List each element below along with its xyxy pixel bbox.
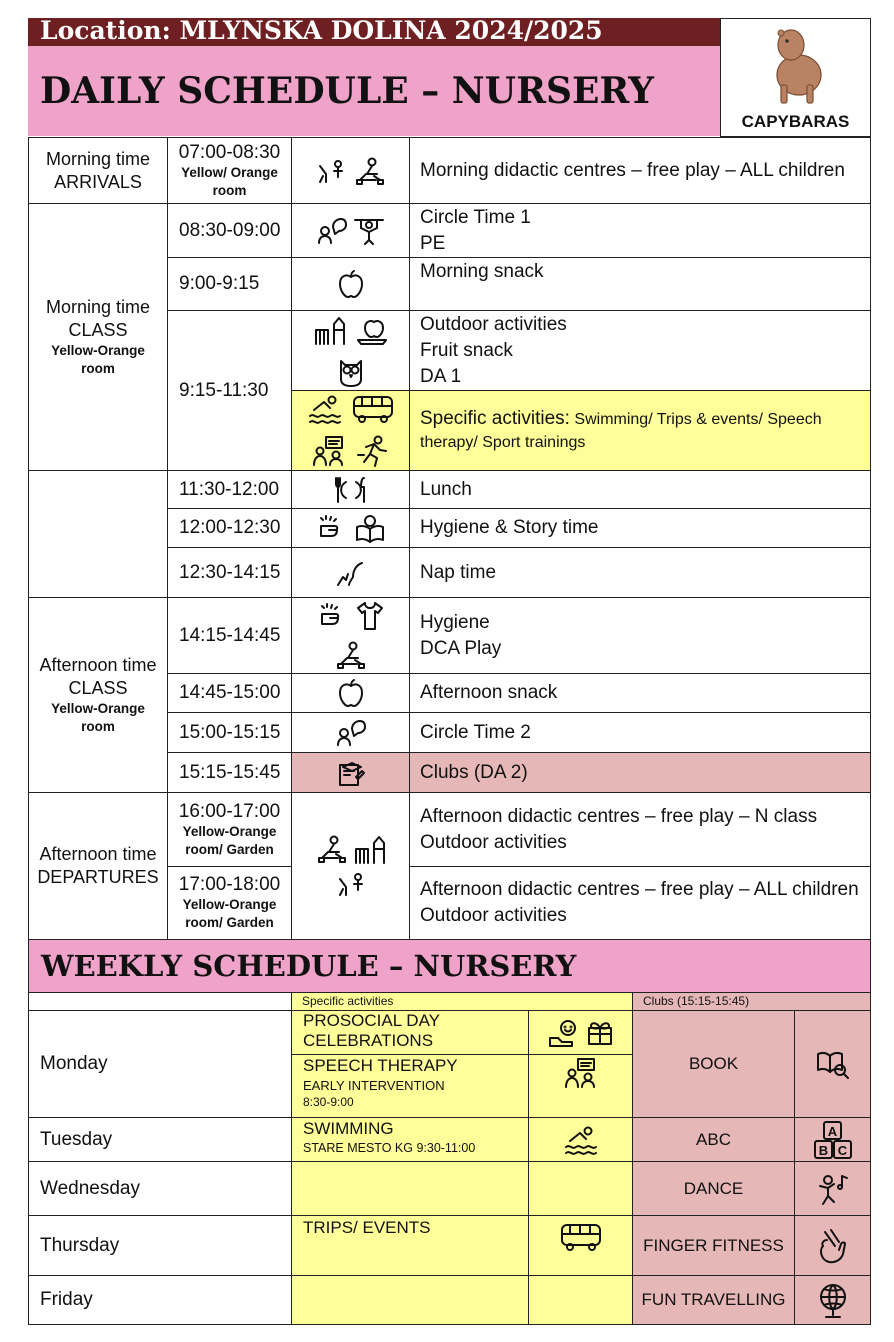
sport-running-icon [356,435,390,467]
gift-heart-icon [586,1018,614,1048]
wednesday-specific [291,1161,529,1216]
apple-icon-2 [337,678,365,708]
lunch-desc [409,470,871,509]
time-1700-value: 17:00-18:00 [178,874,281,895]
departures-label [28,792,168,940]
tuesday-swimming-icons [528,1117,633,1162]
morning-class-line2: CLASS [68,320,128,340]
time-0900 [167,257,292,311]
morning-snack-desc [409,257,871,311]
swimming-location: STARE MESTO KG 9:30-11:00 [303,1141,476,1155]
nap-desc [409,547,871,598]
time-1600-value: 16:00-17:00 [178,800,281,822]
playground-icon-2 [354,833,386,865]
time-1230-value: 12:30-14:15 [179,561,281,583]
time-0915 [167,310,292,471]
time-1600 [167,792,292,867]
dca-play-text: DCA Play [420,637,502,659]
time-1600-room1: Yellow-Orange [182,823,277,839]
lunch-text: Lunch [420,478,472,500]
departures-n-text1: Afternoon didactic centres – free play – N class [420,805,818,827]
friday-specific [291,1275,529,1325]
monday-prosocial-icons [528,1010,633,1055]
bus-icon-2 [560,1222,602,1252]
club-travel-icon-box [794,1275,871,1325]
time-0830-value: 08:30-09:00 [179,219,281,241]
time-1445 [167,673,292,713]
departures-all-desc [409,866,871,940]
day-monday: Monday [28,1010,292,1118]
club-abc-icon-box [794,1117,871,1162]
handwash-icon-2 [318,602,346,630]
morning-room-line1: Yellow-Orange [51,343,145,358]
afternoon-snack-icons [291,673,410,713]
sleep-icon [336,559,366,587]
monday-prosocial [291,1010,529,1055]
weekly-title: WEEKLY SCHEDULE – NURSERY [28,939,871,993]
fruit-snack-icon [356,314,388,346]
circle-pe-icons [291,203,410,258]
clothes-icon [356,601,384,631]
clubs-desc [409,752,871,793]
time-1200-value: 12:00-12:30 [179,517,281,538]
arrivals-time-value: 07:00-08:30 [178,141,281,163]
globe-icon [816,1281,850,1319]
departures-line2: DEPARTURES [37,867,159,887]
departures-line1: Afternoon time [39,844,157,864]
tuesday-swimming [291,1117,529,1162]
fruit-snack-text: Fruit snack [420,339,513,361]
pe-gym-icon [353,216,385,246]
wednesday-specific-icons [528,1161,633,1216]
swimming-title: SWIMMING [303,1119,394,1138]
departures-n-text2: Outdoor activities [420,831,567,853]
monday-speech-icons [528,1054,633,1118]
afternoon-class-label [28,597,168,793]
arrivals-desc [409,137,871,204]
book-search-icon [816,1048,850,1080]
early-intervention-text: EARLY INTERVENTION [303,1078,445,1093]
playground-icon [314,314,346,346]
midday-label [28,470,168,598]
arrivals-room-line2: room [212,182,247,198]
swimming-icon-2 [564,1125,598,1155]
friday-specific-icons [528,1275,633,1325]
outdoor-desc [409,310,871,391]
time-1500-value: 15:00-15:15 [179,721,281,743]
clubs-icons [291,752,410,793]
time-1445-value: 14:45-15:00 [179,682,281,703]
speech-therapy-title: SPEECH THERAPY [303,1056,458,1075]
day-tuesday: Tuesday [28,1117,292,1162]
da1-text: DA 1 [420,365,462,387]
apple-icon [337,269,365,299]
speech-therapy-icon-2 [564,1057,598,1089]
morning-class-line1: Morning time [45,297,151,317]
time-1130 [167,470,292,509]
handwash-icon [317,514,345,542]
circle-time-2-text: Circle Time 2 [420,721,531,743]
morning-room-line2: room [81,361,115,376]
playing-blocks-icon [354,156,386,186]
outdoor-icons [291,310,410,391]
departures-all-text2: Outdoor activities [420,905,567,926]
smiley-child-icon [548,1018,580,1048]
nap-text: Nap time [420,561,497,583]
arrivals-room-line1: Yellow/ Orange [181,164,278,180]
arrivals-icons [291,137,410,204]
time-1700-room2: room/ Garden [185,915,274,930]
club-dance-icon-box [794,1161,871,1216]
afternoon-room-line2: room [81,719,115,734]
monday-speech [291,1054,529,1118]
parent-child-icon-2 [336,869,366,899]
time-1700-room1: Yellow-Orange [182,897,277,912]
club-fun-travelling: FUN TRAVELLING [632,1275,795,1325]
afternoon-room-line1: Yellow-Orange [51,701,145,716]
owl-icon [337,357,365,387]
time-1415-value: 14:15-14:45 [179,624,281,646]
parent-child-icon [316,156,346,186]
circle-time-2-desc [409,712,871,753]
finger-heart-icon [817,1226,849,1266]
prosocial-line1: PROSOCIAL DAY [303,1011,440,1030]
club-finger-icon-box [794,1215,871,1276]
page-title: DAILY SCHEDULE – NURSERY [28,46,720,136]
thursday-trips: TRIPS/ EVENTS [291,1215,529,1276]
club-dance: DANCE [632,1161,795,1216]
time-1515 [167,752,292,793]
time-1415 [167,597,292,674]
location-banner: Location: MLYNSKA DOLINA 2024/2025 [28,18,720,46]
clubs-graduate-icon [336,759,366,787]
swimming-icon [308,394,342,424]
arrivals-label-line1: Morning time [45,148,151,169]
specific-icons [291,390,410,471]
dance-icon [816,1172,850,1206]
svg-text:C: C [837,1142,847,1158]
hygiene-dca-desc [409,597,871,674]
arrivals-label [28,137,168,204]
nap-icons [291,547,410,598]
outdoor-activities-text: Outdoor activities [420,313,567,335]
time-1230 [167,547,292,598]
hygiene-story-desc [409,508,871,548]
afternoon-snack-desc [409,673,871,713]
time-0830 [167,203,292,258]
capybara-icon [763,23,833,109]
arrivals-desc-text: Morning didactic centres – free play – ALL children [420,159,845,181]
specific-text: Swimming/ Trips & events/ Speech therapy/ Sport trainings [420,411,822,451]
hygiene-story-text: Hygiene & Story time [420,517,599,538]
afternoon-class-line1: Afternoon time [39,655,157,675]
playing-blocks-icon-2 [335,640,367,670]
lunch-icons [291,470,410,509]
circle-time-icon [317,217,347,245]
class-name: CAPYBARAS [741,112,850,131]
svg-text:A: A [827,1123,837,1139]
playing-blocks-icon-3 [316,834,348,864]
abc-blocks-icon [813,1120,853,1160]
time-0915-value: 9:15-11:30 [179,379,269,401]
time-1700 [167,866,292,940]
circle-time-icon-2 [336,719,366,747]
club-finger-fitness: FINGER FITNESS [632,1215,795,1276]
plate-cutlery-icon [334,476,368,504]
weekly-header-blank [28,992,292,1011]
hygiene-dca-icons [291,597,410,674]
arrivals-label-line2: ARRIVALS [54,171,142,192]
specific-label: Specific activities: [420,408,570,429]
club-abc: ABC [632,1117,795,1162]
arrivals-time [167,137,292,204]
departures-all-text1: Afternoon didactic centres – free play – ALL children [420,879,859,900]
speech-time-text: 8:30-9:00 [303,1095,354,1109]
prosocial-line2: CELEBRATIONS [303,1031,434,1050]
morning-snack-icons [291,257,410,311]
bus-icon [352,394,394,424]
time-0900-value: 9:00-9:15 [179,273,260,294]
specific-desc [409,390,871,471]
afternoon-snack-text: Afternoon snack [420,682,558,703]
circle-time-1-text: Circle Time 1 [420,206,531,228]
pe-text: PE [420,232,446,254]
svg-text:B: B [818,1142,828,1158]
time-1500 [167,712,292,753]
day-friday: Friday [28,1275,292,1325]
story-book-icon [355,513,385,543]
departures-icons [291,792,410,940]
departures-n-desc [409,792,871,867]
club-book: BOOK [632,1010,795,1118]
clubs-header: Clubs (15:15-15:45) [632,992,871,1011]
day-wednesday: Wednesday [28,1161,292,1216]
speech-therapy-icon [312,435,346,467]
club-book-icon-box [794,1010,871,1118]
hygiene-story-icons [291,508,410,548]
circle-pe-desc [409,203,871,258]
clubs-text: Clubs (DA 2) [420,761,528,783]
day-thursday: Thursday [28,1215,292,1276]
hygiene-text: Hygiene [420,611,490,633]
time-1200 [167,508,292,548]
circle-time-2-icons [291,712,410,753]
afternoon-class-line2: CLASS [68,678,128,698]
time-1130-value: 11:30-12:00 [179,478,280,500]
time-1515-value: 15:15-15:45 [179,761,281,783]
morning-class-label [28,203,168,471]
time-1600-room2: room/ Garden [185,841,274,857]
specific-activities-header: Specific activities [291,992,633,1011]
class-logo-box [720,18,871,137]
morning-snack-text: Morning snack [420,261,544,282]
thursday-trips-icons [528,1215,633,1276]
